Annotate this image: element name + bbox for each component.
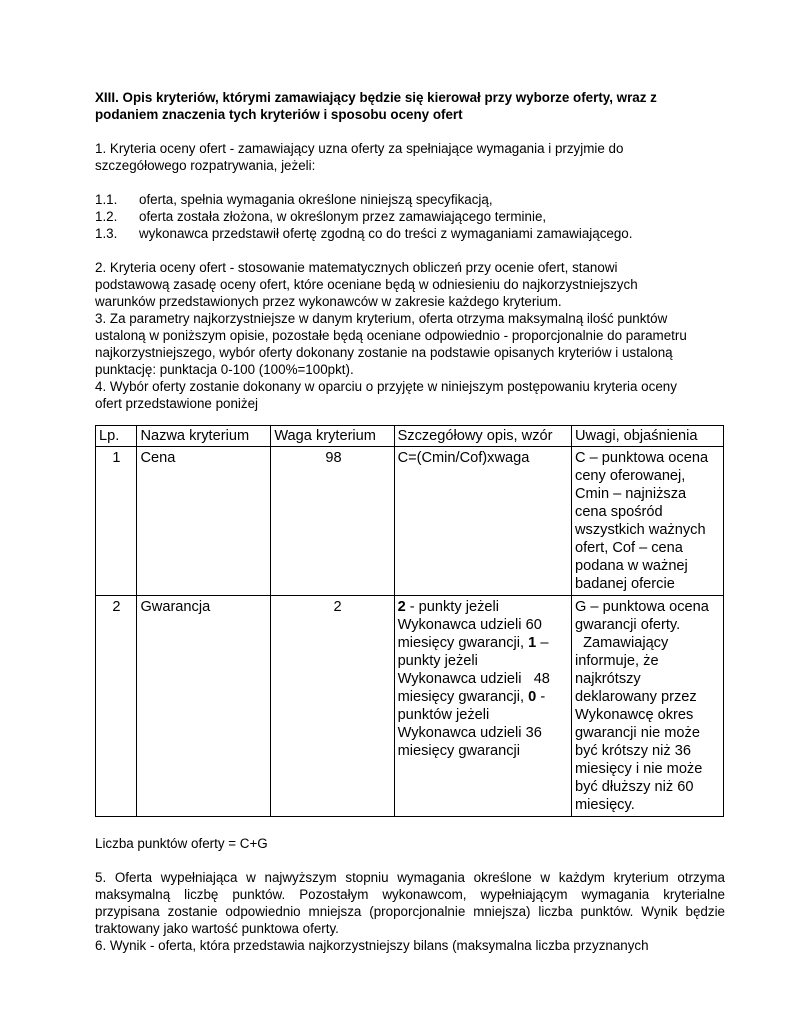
- description-text: -: [536, 689, 546, 705]
- condition-item: [95, 225, 725, 242]
- document-page: [95, 89, 725, 954]
- note-line: informuje, że: [575, 653, 659, 669]
- condition-item: [95, 191, 725, 208]
- column-header-description: Szczegółowy opis, wzór: [394, 426, 571, 447]
- spacer: [95, 242, 725, 259]
- condition-text: wykonawca przedstawił ofertę zgodną co do treści z wymaganiami zamawiającego.: [139, 226, 633, 241]
- note-line: być krótszy niż 36: [575, 743, 691, 759]
- note-line: Cmin – najniższa: [575, 486, 687, 502]
- description-line: Wykonawca udzieli 48: [397, 671, 550, 687]
- criterion-formula: C=(Cmin/Cof)xwaga: [394, 447, 571, 596]
- row-number: 2: [96, 596, 137, 817]
- note-line: najkrótszy: [575, 671, 641, 687]
- paragraph-line: przypisana zostanie odpowiednio mniejsza (proporcjonalnie mniejsza) liczba punktów. Wynik będzie: [95, 904, 725, 919]
- criteria-intro-line-2: szczegółowego rozpatrywania, jeżeli:: [95, 158, 316, 173]
- table-header-row: [96, 426, 724, 447]
- paragraph-line: 4. Wybór oferty zostanie dokonany w oparciu o przyjęte w niniejszym postępowaniu kryteria oceny: [95, 379, 677, 394]
- paragraph-line: ustaloną w poniższym opisie, pozostałe będą oceniane odpowiednio - proporcjonalnie do parametru: [95, 328, 687, 343]
- column-header-notes: Uwagi, objaśnienia: [572, 426, 724, 447]
- paragraph-line: punktację: punktacja 0-100 (100%=100pkt).: [95, 362, 354, 377]
- points-value: 0: [528, 689, 537, 705]
- note-line: C – punktowa ocena: [575, 450, 709, 466]
- criterion-name: Gwarancja: [137, 596, 271, 817]
- paragraph-line: 3. Za parametry najkorzystniejsze w danym kryterium, oferta otrzyma maksymalną ilość punktów: [95, 311, 668, 326]
- paragraph-line: 5. Oferta wypełniająca w najwyższym stopniu wymagania określone w każdym kryterium otrzyma: [95, 870, 725, 885]
- note-line: cena spośród: [575, 504, 663, 520]
- paragraph-line: maksymalną liczbę punktów. Pozostałym wykonawcom, wypełniającym wymagania kryterialne: [95, 887, 725, 902]
- criterion-weight: 98: [271, 447, 394, 596]
- note-line: gwarancji nie może: [575, 725, 700, 741]
- note-line: miesięcy.: [575, 797, 635, 813]
- paragraph-line: ofert przedstawione poniżej: [95, 396, 259, 411]
- criterion-notes: [572, 447, 724, 596]
- spacer: [95, 123, 725, 140]
- description-line: miesięcy gwarancji: [397, 743, 521, 759]
- spacer: [95, 852, 725, 869]
- criterion-weight: 2: [271, 596, 394, 817]
- description-text: miesięcy gwarancji,: [397, 635, 529, 651]
- table-row: [96, 596, 724, 817]
- points-formula: Liczba punktów oferty = C+G: [95, 836, 268, 851]
- paragraph-line: 6. Wynik - oferta, która przedstawia najkorzystniejszy bilans (maksymalna liczba przyznanych: [95, 938, 649, 953]
- note-line: deklarowany przez: [575, 689, 697, 705]
- note-line: Zamawiający: [575, 635, 669, 651]
- criterion-description: [394, 596, 571, 817]
- condition-number: 1.2.: [95, 209, 118, 224]
- condition-text: oferta została złożona, w określonym przez zamawiającego terminie,: [139, 209, 547, 224]
- table-row: [96, 447, 724, 596]
- description-line: punkty jeżeli: [397, 653, 478, 669]
- condition-number: 1.1.: [95, 192, 118, 207]
- condition-number: 1.3.: [95, 226, 118, 241]
- description-text: - punkty jeżeli: [405, 599, 499, 615]
- criteria-table: [95, 425, 724, 817]
- paragraph-line: 2. Kryteria oceny ofert - stosowanie matematycznych obliczeń przy ocenie ofert, stanowi: [95, 260, 618, 275]
- paragraph-line: najkorzystniejszego, wybór oferty dokonany zostanie na podstawie opisanych kryteriów i ustaloną: [95, 345, 673, 360]
- description-line: [398, 688, 568, 706]
- note-line: wszystkich ważnych: [575, 522, 706, 538]
- row-number: 1: [96, 447, 137, 596]
- points-value: 1: [528, 635, 537, 651]
- description-line: [398, 634, 568, 652]
- paragraph-line: traktowany jako wartość punktowa oferty.: [95, 921, 339, 936]
- paragraph-line: warunków przedstawionych przez wykonawców w zakresie każdego kryterium.: [95, 294, 562, 309]
- description-line: [398, 598, 568, 616]
- column-header-weight: Waga kryterium: [271, 426, 394, 447]
- note-line: Wykonawcę okres: [575, 707, 694, 723]
- criteria-intro-line-1: 1. Kryteria oceny ofert - zamawiający uzna oferty za spełniające wymagania i przyjmie do: [95, 141, 624, 156]
- criterion-name: Cena: [137, 447, 271, 596]
- condition-item: [95, 208, 725, 225]
- note-line: podana w ważnej: [575, 558, 688, 574]
- points-value: 2: [397, 599, 406, 615]
- condition-text: oferta, spełnia wymagania określone niniejszą specyfikacją,: [139, 192, 493, 207]
- section-heading-line-2: podaniem znaczenia tych kryteriów i sposobu oceny ofert: [95, 107, 463, 122]
- description-text: miesięcy gwarancji,: [397, 689, 529, 705]
- note-line: ofert, Cof – cena: [575, 540, 683, 556]
- spacer: [95, 174, 725, 191]
- section-heading-line-1: XIII. Opis kryteriów, którymi zamawiający będzie się kierował przy wyborze oferty, wraz z: [95, 90, 657, 105]
- note-line: gwarancji oferty.: [575, 617, 681, 633]
- note-line: badanej ofercie: [575, 576, 675, 592]
- description-line: punktów jeżeli: [397, 707, 490, 723]
- description-line: Wykonawca udzieli 36: [397, 725, 542, 741]
- note-line: miesięcy i nie może: [575, 761, 703, 777]
- paragraph-line: podstawową zasadę oceny ofert, które oceniane będą w odniesieniu do najkorzystniejszych: [95, 277, 638, 292]
- note-line: być dłuższy niż 60: [575, 779, 694, 795]
- description-text: –: [536, 635, 549, 651]
- note-line: ceny oferowanej,: [575, 468, 686, 484]
- column-header-name: Nazwa kryterium: [137, 426, 271, 447]
- criterion-notes: [572, 596, 724, 817]
- description-line: Wykonawca udzieli 60: [397, 617, 542, 633]
- column-header-lp: Lp.: [96, 426, 137, 447]
- note-line: G – punktowa ocena: [575, 599, 709, 615]
